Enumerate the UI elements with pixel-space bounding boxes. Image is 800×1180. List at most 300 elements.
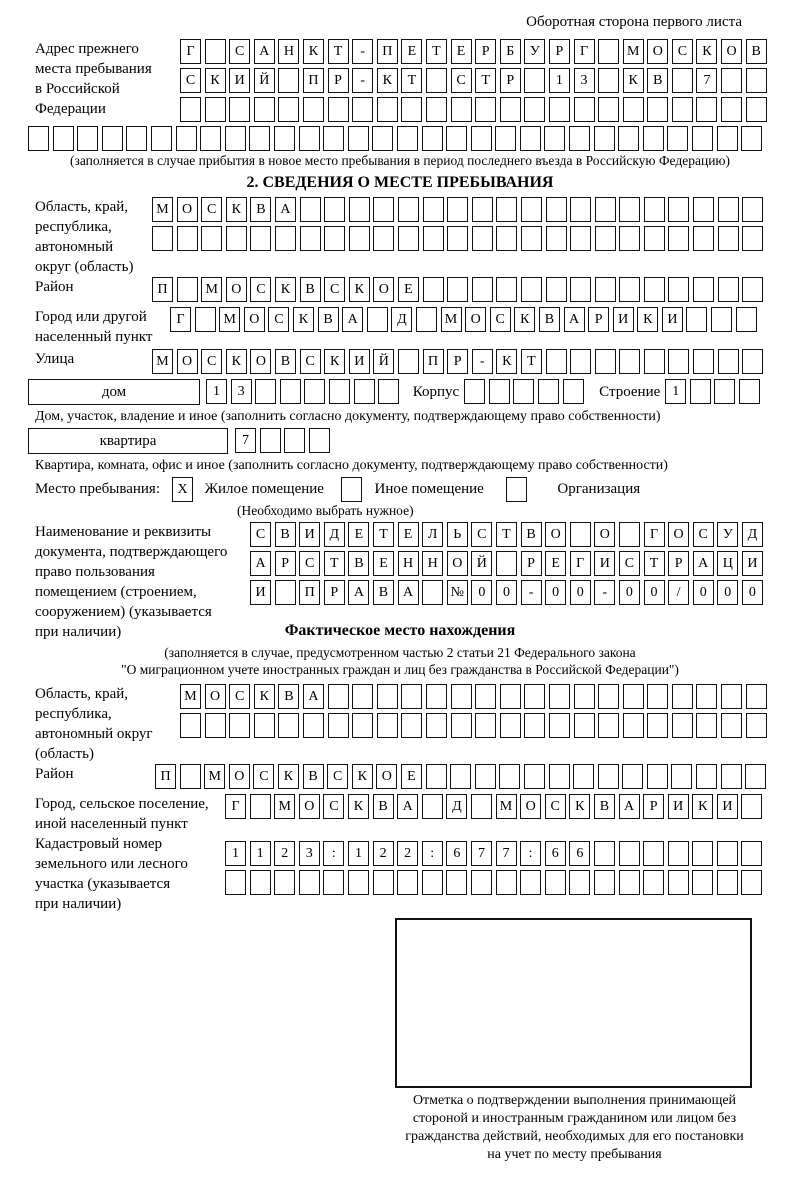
char-box: Б <box>500 39 521 64</box>
char-box <box>275 226 296 251</box>
char-box: - <box>472 349 493 374</box>
char-box: Р <box>643 794 664 819</box>
char-box <box>718 277 739 302</box>
checkbox-organization <box>506 477 531 502</box>
char-box: И <box>662 307 683 332</box>
char-box <box>471 870 492 895</box>
char-box <box>524 713 545 738</box>
char-box: К <box>569 794 590 819</box>
char-box <box>693 226 714 251</box>
char-box: Й <box>254 68 275 93</box>
char-box <box>521 277 542 302</box>
char-row-document-3 <box>250 580 766 605</box>
char-box: К <box>637 307 658 332</box>
char-box: У <box>524 39 545 64</box>
char-box <box>574 97 595 122</box>
street-field <box>35 349 800 374</box>
actual-district-field <box>35 764 800 789</box>
char-box <box>496 226 517 251</box>
char-box: 6 <box>569 841 590 866</box>
char-box <box>53 126 74 151</box>
char-box <box>367 307 388 332</box>
char-box: В <box>373 580 394 605</box>
char-box: К <box>496 349 517 374</box>
char-box: Т <box>401 68 422 93</box>
char-box <box>426 764 447 789</box>
char-box <box>570 197 591 222</box>
char-box: 7 <box>235 428 256 453</box>
label-line: Область, край, <box>35 686 129 702</box>
district-field <box>35 277 800 302</box>
char-box: И <box>613 307 634 332</box>
char-row-apartment <box>235 428 333 453</box>
char-box: 7 <box>696 68 717 93</box>
char-row-korpus <box>464 379 587 404</box>
char-box: Е <box>398 277 419 302</box>
char-box: В <box>594 794 615 819</box>
actual-region-field <box>35 684 800 764</box>
char-box: П <box>423 349 444 374</box>
char-box <box>377 713 398 738</box>
char-box <box>180 713 201 738</box>
char-box <box>746 713 767 738</box>
char-box <box>672 97 693 122</box>
char-box: 1 <box>206 379 227 404</box>
char-box <box>549 764 570 789</box>
label-line: "О миграционном учете иностранных граждан и лиц без гражданства в Российской Федерации") <box>121 662 679 677</box>
char-row-region-2 <box>152 226 767 251</box>
char-box: О <box>647 39 668 64</box>
char-box: О <box>299 794 320 819</box>
char-box <box>373 197 394 222</box>
char-box: Р <box>328 68 349 93</box>
cadastral-label <box>35 834 225 914</box>
char-row-city <box>170 307 760 332</box>
char-box <box>422 126 443 151</box>
char-box <box>450 764 471 789</box>
char-box <box>422 580 443 605</box>
option-other-premises-label: Иное помещение <box>374 481 484 497</box>
char-box <box>742 349 763 374</box>
char-box <box>423 197 444 222</box>
char-box <box>717 126 738 151</box>
char-box: 7 <box>471 841 492 866</box>
char-box: 1 <box>250 841 271 866</box>
char-box: О <box>177 197 198 222</box>
char-row-prev-address-3 <box>180 97 770 122</box>
char-box <box>746 68 767 93</box>
char-box: Р <box>588 307 609 332</box>
char-box <box>721 713 742 738</box>
char-box <box>718 197 739 222</box>
char-box: С <box>490 307 511 332</box>
char-box: В <box>250 197 271 222</box>
prev-address-note: (заполняется в случае прибытия в новое место пребывания в период последнего въезда в Российскую Федерацию) <box>69 153 731 168</box>
char-box: В <box>318 307 339 332</box>
char-box <box>496 197 517 222</box>
actual-city-field <box>35 794 800 834</box>
char-box: 1 <box>665 379 686 404</box>
char-box <box>569 126 590 151</box>
char-box <box>595 349 616 374</box>
char-box <box>696 684 717 709</box>
char-box <box>598 39 619 64</box>
char-row-cadastral-2 <box>225 870 766 895</box>
char-box <box>151 126 172 151</box>
actual-location-title: Фактическое место нахождения <box>284 622 516 639</box>
char-box <box>451 713 472 738</box>
label-line: при наличии) <box>35 624 122 640</box>
char-box <box>570 226 591 251</box>
char-box: К <box>324 349 345 374</box>
char-box: О <box>668 522 689 547</box>
char-box <box>180 764 201 789</box>
char-box: А <box>693 551 714 576</box>
char-box <box>323 126 344 151</box>
char-box <box>278 68 299 93</box>
char-box: И <box>717 794 738 819</box>
char-row-actual-region-2 <box>180 713 770 738</box>
char-box <box>598 684 619 709</box>
char-box <box>742 197 763 222</box>
char-box <box>201 226 222 251</box>
char-box <box>721 764 742 789</box>
char-box: Т <box>496 522 517 547</box>
char-box: X <box>172 477 193 502</box>
char-box <box>275 580 296 605</box>
char-box <box>300 226 321 251</box>
char-box: Ц <box>717 551 738 576</box>
stroenie-label: Строение <box>599 384 661 400</box>
char-box: 1 <box>348 841 369 866</box>
char-box <box>570 522 591 547</box>
prev-address-label <box>35 39 180 119</box>
char-box: 3 <box>574 68 595 93</box>
registration-mark-note <box>382 1092 767 1164</box>
char-box: К <box>692 794 713 819</box>
stay-type-label: Место пребывания: <box>35 481 160 497</box>
char-box: О <box>250 349 271 374</box>
char-box <box>647 97 668 122</box>
char-box <box>569 870 590 895</box>
char-box: - <box>352 39 373 64</box>
char-box <box>647 684 668 709</box>
city-field <box>35 307 800 347</box>
char-box: Р <box>500 68 521 93</box>
char-box <box>549 97 570 122</box>
char-box: 6 <box>446 841 467 866</box>
char-box: М <box>152 349 173 374</box>
char-box: : <box>520 841 541 866</box>
actual-location-note <box>0 644 800 678</box>
char-box: С <box>471 522 492 547</box>
char-box <box>274 126 295 151</box>
label-line: документа, подтверждающего <box>35 544 228 560</box>
document-grid <box>250 522 766 605</box>
char-box <box>668 349 689 374</box>
char-box <box>377 684 398 709</box>
char-box <box>495 126 516 151</box>
char-box: 7 <box>496 841 517 866</box>
char-box <box>489 379 510 404</box>
char-row-prev-address-4 <box>28 126 800 151</box>
char-box <box>102 126 123 151</box>
char-box <box>598 713 619 738</box>
char-box <box>349 226 370 251</box>
char-box: И <box>349 349 370 374</box>
char-box: А <box>303 684 324 709</box>
char-box: 0 <box>644 580 665 605</box>
char-box <box>545 870 566 895</box>
char-box <box>524 764 545 789</box>
choose-note: (Необходимо выбрать нужное) <box>237 503 414 518</box>
char-box: 0 <box>570 580 591 605</box>
label-line: Адрес прежнего <box>35 41 139 57</box>
char-box: У <box>717 522 738 547</box>
char-box: М <box>623 39 644 64</box>
char-box: О <box>229 764 250 789</box>
label-line: округ (область) <box>35 259 134 275</box>
char-box <box>647 713 668 738</box>
char-box <box>398 197 419 222</box>
char-box <box>619 197 640 222</box>
label-line: (область) <box>35 746 94 762</box>
char-box <box>226 226 247 251</box>
char-box <box>686 307 707 332</box>
label-line: в Российской <box>35 81 120 97</box>
char-box: С <box>229 39 250 64</box>
char-box: 0 <box>496 580 517 605</box>
char-box <box>225 126 246 151</box>
char-box <box>401 97 422 122</box>
char-box <box>595 226 616 251</box>
char-box: С <box>300 349 321 374</box>
char-box <box>595 277 616 302</box>
char-box <box>500 684 521 709</box>
char-box: Т <box>475 68 496 93</box>
char-box <box>152 226 173 251</box>
char-box <box>718 349 739 374</box>
char-box: Н <box>278 39 299 64</box>
char-box <box>423 226 444 251</box>
char-box <box>299 126 320 151</box>
char-box: Й <box>471 551 492 576</box>
label-line: Кадастровый номер <box>35 836 162 852</box>
char-box: В <box>539 307 560 332</box>
char-box: Г <box>225 794 246 819</box>
label-line: населенный пункт <box>35 329 153 345</box>
char-box: Г <box>574 39 595 64</box>
char-box <box>741 870 762 895</box>
label-line: право пользования <box>35 564 155 580</box>
char-box <box>324 226 345 251</box>
char-box: Р <box>549 39 570 64</box>
char-box: Д <box>391 307 412 332</box>
char-box <box>126 126 147 151</box>
char-box <box>570 349 591 374</box>
char-box: П <box>377 39 398 64</box>
char-box: М <box>180 684 201 709</box>
section2-title: 2. СВЕДЕНИЯ О МЕСТЕ ПРЕБЫВАНИЯ <box>246 174 554 191</box>
char-box: 0 <box>693 580 714 605</box>
char-box <box>177 277 198 302</box>
label-line: Федерации <box>35 101 106 117</box>
char-box <box>524 97 545 122</box>
char-box: Т <box>328 39 349 64</box>
char-box <box>692 126 713 151</box>
char-box <box>205 713 226 738</box>
char-row-house-number <box>206 379 403 404</box>
char-box <box>423 277 444 302</box>
label-line: (заполняется в случае, предусмотренном частью 2 статьи 21 Федерального закона <box>164 645 636 660</box>
char-box <box>472 226 493 251</box>
char-box <box>506 477 527 502</box>
char-box: С <box>180 68 201 93</box>
char-box: 3 <box>231 379 252 404</box>
char-box <box>352 684 373 709</box>
char-box: К <box>303 39 324 64</box>
char-box <box>739 379 760 404</box>
char-box: 2 <box>274 841 295 866</box>
char-box <box>205 39 226 64</box>
label-line: на учет по месту пребывания <box>487 1147 662 1162</box>
char-box <box>668 841 689 866</box>
char-box <box>255 379 276 404</box>
char-box <box>378 379 399 404</box>
char-box <box>619 226 640 251</box>
char-box <box>324 197 345 222</box>
char-box: Ь <box>447 522 468 547</box>
label-line: республика, <box>35 219 112 235</box>
char-box: : <box>422 841 443 866</box>
char-box <box>426 97 447 122</box>
char-box: 0 <box>742 580 763 605</box>
char-box <box>598 97 619 122</box>
label-line: Отметка о подтверждении выполнения принимающей <box>412 1093 737 1108</box>
char-box <box>496 551 517 576</box>
char-box <box>524 684 545 709</box>
char-box <box>195 307 216 332</box>
stay-type-row <box>35 477 800 502</box>
char-box: А <box>619 794 640 819</box>
char-box <box>300 197 321 222</box>
char-box: И <box>250 580 271 605</box>
char-box <box>594 870 615 895</box>
char-box: : <box>323 841 344 866</box>
char-box <box>274 870 295 895</box>
char-box: К <box>377 68 398 93</box>
char-box <box>696 97 717 122</box>
char-box <box>309 428 330 453</box>
char-box <box>401 713 422 738</box>
char-box: А <box>398 580 419 605</box>
char-box <box>422 870 443 895</box>
registration-mark-box <box>395 918 752 1088</box>
char-box <box>746 684 767 709</box>
char-box: Г <box>180 39 201 64</box>
cadastral-field <box>35 834 800 914</box>
region-grid <box>152 197 767 251</box>
char-box <box>549 684 570 709</box>
region-field <box>35 197 800 277</box>
label-line: стороной и иностранным гражданином или лицом без <box>412 1111 737 1126</box>
char-box: А <box>348 580 369 605</box>
char-row-stroenie <box>665 379 763 404</box>
char-row-prev-address-2 <box>180 68 770 93</box>
char-box <box>521 197 542 222</box>
char-box <box>570 277 591 302</box>
char-box <box>352 713 373 738</box>
char-box <box>741 794 762 819</box>
char-box <box>618 126 639 151</box>
label-line: иной населенный пункт <box>35 816 188 832</box>
char-box <box>254 97 275 122</box>
char-box: 0 <box>717 580 738 605</box>
char-box <box>28 126 49 151</box>
label-line: Город, сельское поселение, <box>35 796 209 812</box>
char-box <box>520 870 541 895</box>
house-row <box>28 379 800 405</box>
char-box: К <box>226 349 247 374</box>
char-box <box>426 684 447 709</box>
char-box <box>574 713 595 738</box>
apartment-note: Квартира, комната, офис и иное (заполнить согласно документу, подтверждающему право собственности) <box>35 458 668 473</box>
char-box <box>619 870 640 895</box>
char-box <box>644 349 665 374</box>
char-box: Е <box>401 764 422 789</box>
char-box <box>643 870 664 895</box>
char-box: Т <box>426 39 447 64</box>
char-box <box>229 97 250 122</box>
char-box <box>644 226 665 251</box>
char-box: 1 <box>549 68 570 93</box>
char-box <box>496 277 517 302</box>
char-box: Д <box>742 522 763 547</box>
char-row-region-1 <box>152 197 767 222</box>
char-box: И <box>229 68 250 93</box>
char-box: Р <box>324 580 345 605</box>
char-box <box>447 277 468 302</box>
char-box: М <box>152 197 173 222</box>
char-box: К <box>696 39 717 64</box>
char-box <box>500 713 521 738</box>
char-box <box>496 870 517 895</box>
char-row-prev-address-1 <box>180 39 770 64</box>
char-box <box>594 126 615 151</box>
char-box: С <box>451 68 472 93</box>
char-box <box>447 197 468 222</box>
char-box <box>546 349 567 374</box>
char-box: П <box>303 68 324 93</box>
char-box <box>643 126 664 151</box>
label-line: республика, <box>35 706 112 722</box>
actual-city-label <box>35 794 225 834</box>
char-box: Е <box>373 551 394 576</box>
char-box <box>200 126 221 151</box>
char-box: Р <box>668 551 689 576</box>
char-box <box>422 794 443 819</box>
char-box: 6 <box>545 841 566 866</box>
char-box <box>341 477 362 502</box>
char-box: Е <box>398 522 419 547</box>
char-box <box>472 197 493 222</box>
region-label <box>35 197 152 277</box>
char-box <box>280 379 301 404</box>
char-box <box>644 197 665 222</box>
label-line: Область, край, <box>35 199 129 215</box>
char-box: О <box>465 307 486 332</box>
char-box: В <box>278 684 299 709</box>
